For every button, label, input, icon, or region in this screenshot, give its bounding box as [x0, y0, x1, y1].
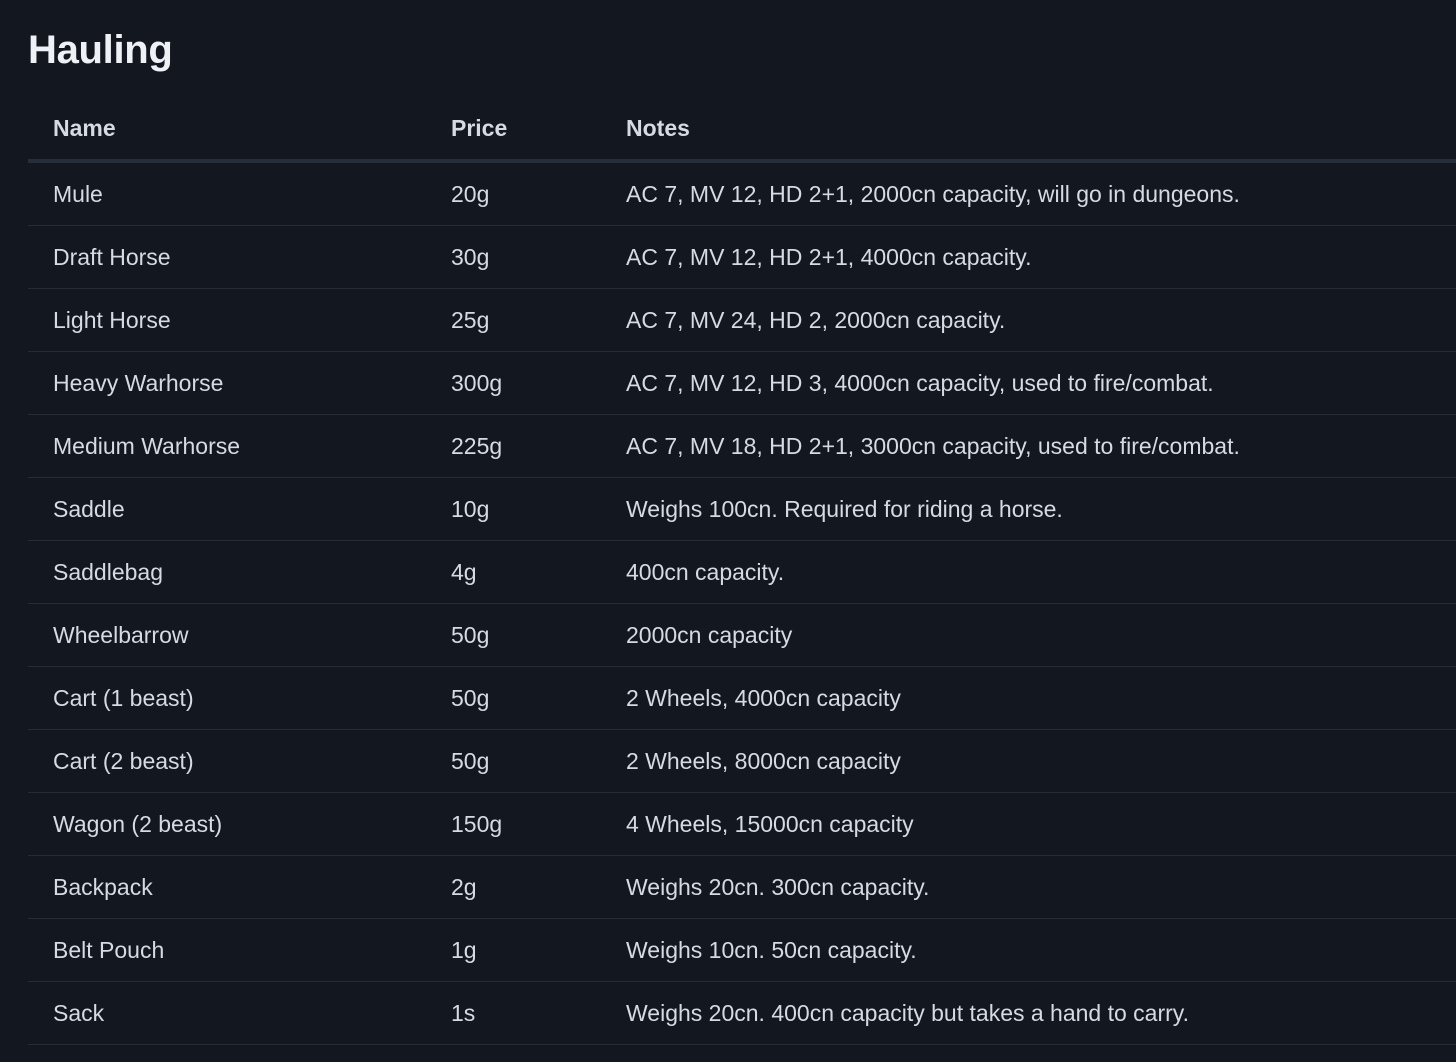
column-header-name: Name [28, 97, 426, 161]
cell-name: Belt Pouch [28, 919, 426, 982]
cell-notes: AC 7, MV 18, HD 2+1, 3000cn capacity, used to fire/combat. [601, 415, 1456, 478]
table-row [28, 478, 1456, 541]
cell-notes: Weighs 100cn. Required for riding a horse. [601, 478, 1456, 541]
cell-name: Mule [28, 161, 426, 226]
table-header [28, 97, 1456, 161]
cell-price: 20g [426, 161, 601, 226]
table-row [28, 667, 1456, 730]
cell-name: Wheelbarrow [28, 604, 426, 667]
table-row [28, 919, 1456, 982]
column-header-notes: Notes [601, 97, 1456, 161]
cell-name: Wagon (2 beast) [28, 793, 426, 856]
table-header-row [28, 97, 1456, 161]
table-row [28, 161, 1456, 226]
cell-notes: 2 Wheels, 4000cn capacity [601, 667, 1456, 730]
table-row [28, 856, 1456, 919]
table-row [28, 415, 1456, 478]
cell-price: 225g [426, 415, 601, 478]
cell-notes: AC 7, MV 24, HD 2, 2000cn capacity. [601, 289, 1456, 352]
cell-name: Saddlebag [28, 541, 426, 604]
table-row [28, 604, 1456, 667]
cell-price: 1g [426, 919, 601, 982]
cell-price: 150g [426, 793, 601, 856]
cell-price: 1s [426, 982, 601, 1045]
section-title: Hauling [28, 28, 173, 72]
cell-name: Cart (1 beast) [28, 667, 426, 730]
cell-name: Medium Warhorse [28, 415, 426, 478]
table-row [28, 289, 1456, 352]
cell-price: 2g [426, 856, 601, 919]
cell-notes: 4 Wheels, 15000cn capacity [601, 793, 1456, 856]
cell-price: 25g [426, 289, 601, 352]
cell-name: Sack [28, 982, 426, 1045]
cell-price: 10g [426, 478, 601, 541]
cell-price: 4g [426, 541, 601, 604]
cell-name: Backpack [28, 856, 426, 919]
cell-price: 50g [426, 730, 601, 793]
table-row [28, 226, 1456, 289]
hauling-table [28, 97, 1456, 1045]
cell-notes: AC 7, MV 12, HD 2+1, 2000cn capacity, will go in dungeons. [601, 161, 1456, 226]
table-row [28, 982, 1456, 1045]
cell-name: Cart (2 beast) [28, 730, 426, 793]
table-row [28, 541, 1456, 604]
table-body [28, 161, 1456, 1045]
cell-notes: Weighs 10cn. 50cn capacity. [601, 919, 1456, 982]
cell-notes: AC 7, MV 12, HD 2+1, 4000cn capacity. [601, 226, 1456, 289]
cell-notes: 2000cn capacity [601, 604, 1456, 667]
table-row [28, 352, 1456, 415]
cell-price: 30g [426, 226, 601, 289]
cell-price: 300g [426, 352, 601, 415]
cell-notes: 400cn capacity. [601, 541, 1456, 604]
column-header-price: Price [426, 97, 601, 161]
cell-notes: 2 Wheels, 8000cn capacity [601, 730, 1456, 793]
cell-name: Light Horse [28, 289, 426, 352]
cell-name: Draft Horse [28, 226, 426, 289]
cell-price: 50g [426, 604, 601, 667]
table-row [28, 730, 1456, 793]
cell-notes: AC 7, MV 12, HD 3, 4000cn capacity, used to fire/combat. [601, 352, 1456, 415]
cell-notes: Weighs 20cn. 300cn capacity. [601, 856, 1456, 919]
cell-name: Heavy Warhorse [28, 352, 426, 415]
table-row [28, 793, 1456, 856]
cell-price: 50g [426, 667, 601, 730]
cell-notes: Weighs 20cn. 400cn capacity but takes a hand to carry. [601, 982, 1456, 1045]
cell-name: Saddle [28, 478, 426, 541]
